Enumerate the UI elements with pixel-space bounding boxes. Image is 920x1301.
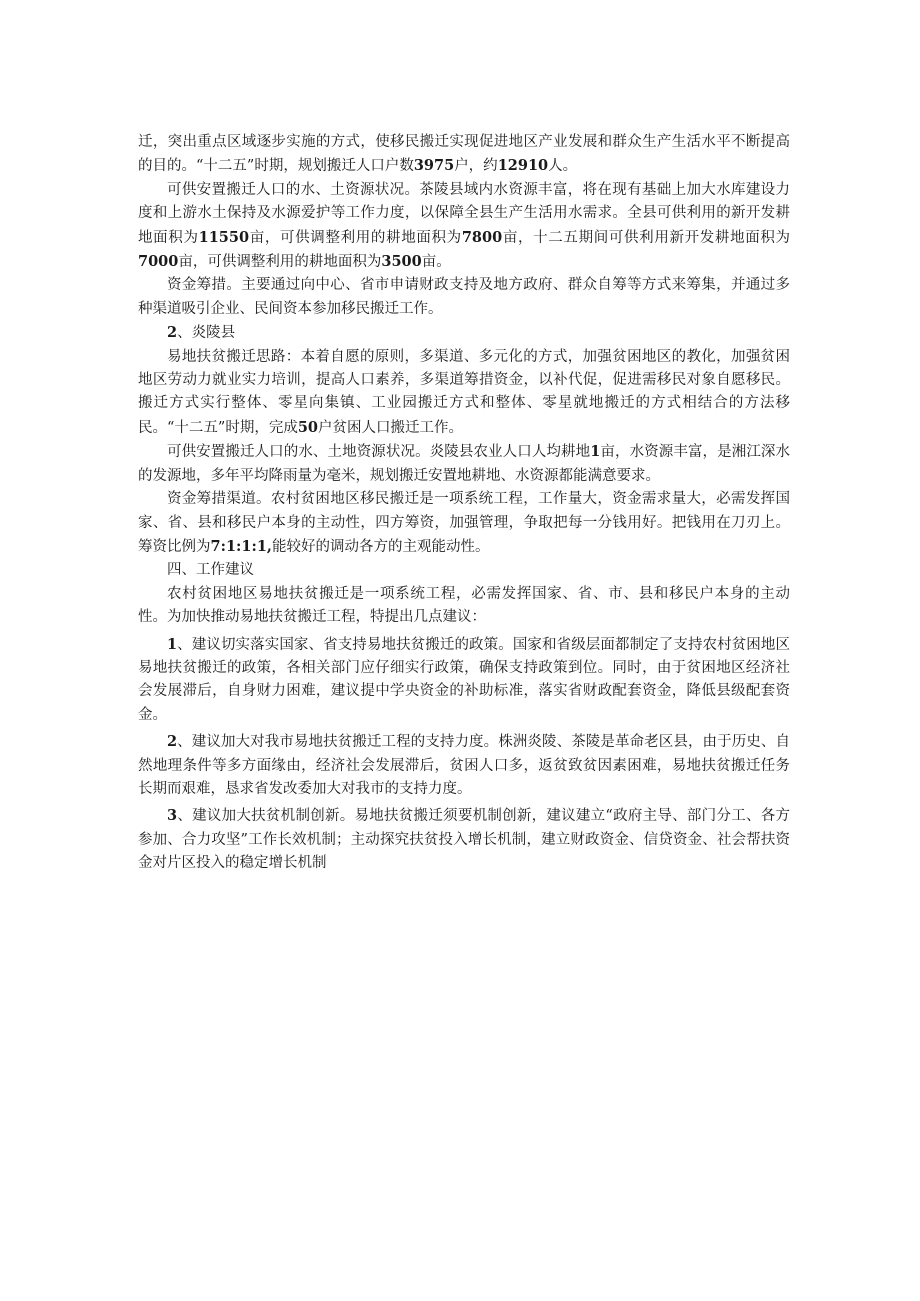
- text-run: 资金筹措。主要通过向中心、省市申请财政支持及地方政府、群众自筹等方式来筹集，并通过多种渠道吸引企业、民间资本参加移民搬迁工作。: [138, 277, 790, 317]
- suggestion-3: [138, 804, 790, 875]
- bold-number: 50: [297, 418, 319, 436]
- paragraph-yanling-resources: [138, 440, 790, 488]
- bold-number: 7000: [138, 253, 179, 271]
- paragraph-chaling-resources: [138, 179, 790, 275]
- text-run: 可供安置搬迁人口的水、土地资源状况。炎陵县农业人口人均耕地: [167, 444, 591, 461]
- bold-number: 3975: [413, 157, 455, 175]
- text-run: 户，约: [454, 158, 498, 175]
- suggestion-2: [138, 730, 790, 801]
- text-run: 亩，可供调整利用的耕地面积为: [249, 229, 462, 246]
- text-run: 亩，可供调整利用的耕地面积为: [178, 254, 382, 271]
- text-run: 户贫困人口搬迁工作。: [318, 419, 464, 436]
- heading-work-suggestions: [138, 559, 790, 582]
- paragraph-suggestions-intro: [138, 583, 790, 630]
- text-run: 、建议切实落实国家、省支持易地扶贫搬迁的政策。国家和省级层面都制定了支持农村贫困地区易地扶贫搬迁的政策，各相关部门应仔细实行政策，确保支持政策到位。同时，由于贫困地区经济社会发展滞后，自身财力困难，建议提中学央资金的补助标准，落实省财政配套资金，降低县级配套资金。: [138, 636, 790, 723]
- text-run: 四、工作建议: [167, 562, 254, 579]
- text-run: 农村贫困地区易地扶贫搬迁是一项系统工程，必需发挥国家、省、市、县和移民户本身的主动性。为加快推动易地扶贫搬迁工程，特提出几点建议：: [138, 585, 790, 626]
- text-run: 可供安置搬迁人口的水、土资源状况。茶陵县域内水资源丰富，将在现有基础上加大水库建设力度和上游水土保持及水源爱护等工作力度，以保障全县生产生活用水需求。全县可供利用的新开发耕地面积为: [138, 181, 790, 246]
- text-run: 人。: [548, 158, 578, 175]
- text-run: 迁，突出重点区域逐步实施的方式，使移民搬迁实现促进地区产业发展和群众生产生活水平不断提高的目的。“十二五”时期，规划搬迁人口户数: [138, 134, 790, 175]
- text-run: 能较好的调动各方的主观能动性。: [271, 538, 490, 555]
- bold-number: 3: [167, 807, 178, 825]
- text-run: 资金筹措渠道。农村贫困地区移民搬迁是一项系统工程，工作量大，资金需求量大，必需发挥国家、省、县和移民户本身的主动性，四方筹资，加强管理，争取把每一分钱用好。把钱用在刀刃上。筹资比例为: [138, 491, 790, 555]
- text-run: 、建议加大对我市易地扶贫搬迁工程的支持力度。株洲炎陵、茶陵是革命老区县，由于历史、自然地理条件等多方面缘由，经济社会发展滞后，贫困人口多，返贫致贫因素困难，易地扶贫搬迁任务长期而艰难，恳求省发改委加大对我市的支持力度。: [138, 734, 790, 797]
- heading-yanling-county: [138, 321, 790, 345]
- text-run: 易地扶贫搬迁思路：本着自愿的原则，多渠道、多元化的方式，加强贫困地区的教化，加强贫困地区劳动力就业实力培训，提高人口素养，多渠道筹措资金，以补代促，促进需移民对象自愿移民。搬迁方式实行整体、零星向集镇、工业园搬迁方式和整体、零星就地搬迁的方式相结合的方法移民。“十二五”时期，完成: [138, 348, 790, 436]
- suggestion-1: [138, 633, 790, 728]
- text-run: 亩，水资源丰富，是湘江深水的发源地，多年平均降雨量为毫米，规划搬迁安置地耕地、水资源都能满意要求。: [138, 444, 791, 484]
- paragraph-yanling-funding: [138, 488, 790, 559]
- document-page: [138, 131, 790, 876]
- bold-number: 1: [590, 443, 601, 461]
- paragraph-yanling-approach: [138, 346, 790, 441]
- paragraph-chaling-funding: [138, 274, 790, 321]
- bold-number: 11550: [198, 228, 250, 246]
- bold-number: 2: [167, 733, 178, 751]
- paragraph-relocation-goal: [138, 131, 790, 179]
- text-run: 、建议加大扶贫机制创新。易地扶贫搬迁须要机制创新，建议建立“政府主导、部门分工、各方参加、合力攻坚”工作长效机制；主动探究扶贫投入增长机制，建立财政资金、信贷资金、社会帮扶资金对片区投入的稳定增长机制: [138, 808, 790, 872]
- bold-number: 2: [167, 324, 178, 342]
- bold-number: 1: [167, 635, 178, 653]
- bold-number: 7:1:1:1,: [210, 537, 272, 555]
- bold-number: 3500: [381, 253, 422, 271]
- text-run: 亩。: [421, 254, 451, 271]
- text-run: 、炎陵县: [177, 325, 236, 342]
- bold-number: 7800: [461, 228, 503, 246]
- text-run: 亩，十二五期间可供利用新开发耕地面积为: [502, 229, 791, 246]
- bold-number: 12910: [497, 157, 549, 175]
